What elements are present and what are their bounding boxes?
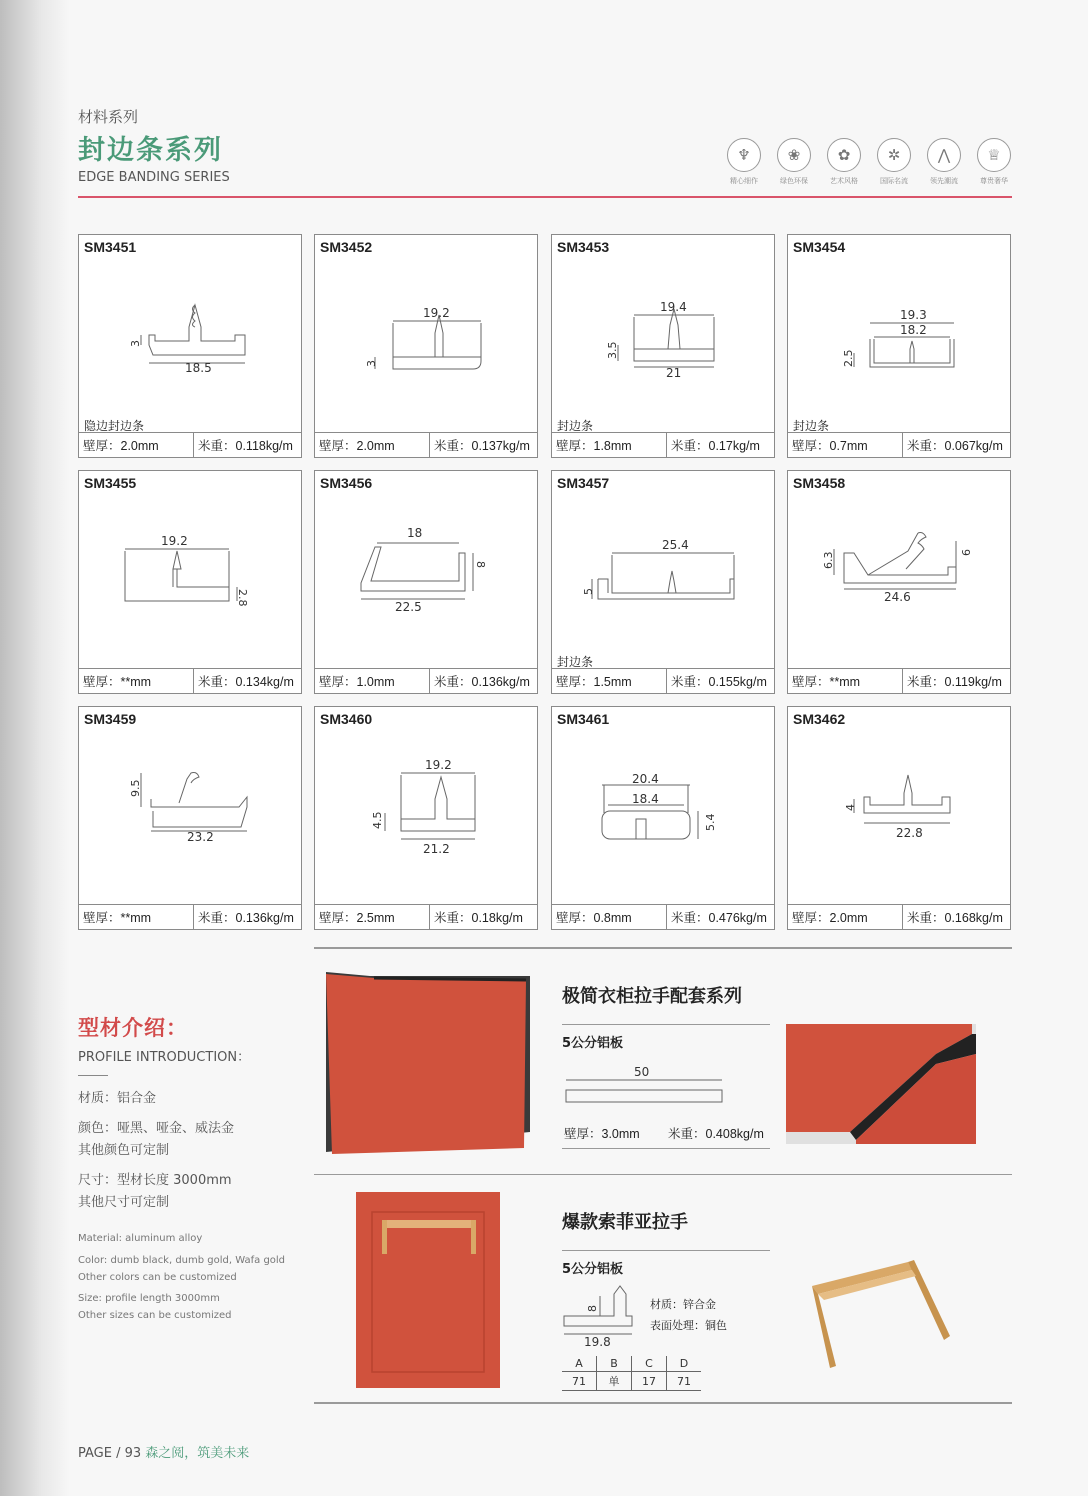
meter-weight: 米重：0.155kg/m [671,675,767,689]
table-cell: 71 [562,1372,597,1391]
profile-drawing [79,707,303,907]
meter-weight: 米重：0.134kg/m [198,675,294,689]
section-title-handle-set: 极简衣柜拉手配套系列 [562,986,742,1007]
meter-weight: 米重：0.18kg/m [434,911,523,925]
product-card [787,706,1011,930]
spec-row [315,668,537,693]
section-title-sofia-handle: 爆款索菲亚拉手 [562,1212,688,1233]
dim-label: 21 [666,366,682,380]
product-code: SM3455 [84,475,137,491]
dim-label: 9.5 [129,779,142,797]
page-title: 封边条系列 [78,135,223,166]
page-number: PAGE / 93 [78,1446,142,1461]
product-card [78,470,302,694]
meter-weight: 米重：0.476kg/m [671,911,767,925]
dim-label: 2.5 [842,349,855,367]
product-card [78,706,302,930]
product-tag: 封边条 [557,419,594,433]
product-code: SM3462 [793,711,846,727]
dim-label: 25.4 [662,538,689,552]
dim-label: 5 [582,588,595,595]
section-sub: 5公分铝板 [562,1262,624,1277]
dim-label: 5.4 [704,813,717,831]
product-code: SM3461 [557,711,610,727]
wall-thickness: 壁厚：0.8mm [552,905,667,929]
product-card [78,234,302,458]
dim-label: 21.2 [423,842,450,856]
dim-label: 24.6 [884,590,911,604]
dim-label: 23.2 [187,830,214,844]
profile-drawing [315,707,539,907]
category-label: 材料系列 [78,108,139,126]
sofia-size-table [562,1356,701,1391]
profile-drawing [79,471,303,671]
wall-thickness: 壁厚：2.0mm [788,905,903,929]
wall-thickness: 壁厚：**mm [79,669,194,693]
meter-weight: 米重：0.17kg/m [671,439,760,453]
product-code: SM3458 [793,475,846,491]
meter-weight: 米重：0.067kg/m [907,439,1003,453]
intro-en-size: Size: profile length 3000mm [78,1293,220,1304]
badge-intl: ✲ 国际名流 [874,138,914,186]
table-cell: 单 [597,1372,632,1391]
table-cell: 71 [667,1372,702,1391]
table-row [562,1356,701,1372]
product-card [551,706,775,930]
spec-row [788,904,1010,929]
product-card [314,470,538,694]
dim-label: 22.8 [896,826,923,840]
dim-label: 19.2 [423,306,450,320]
meter-weight: 米重：0.118kg/m [198,439,293,453]
spec-row [315,432,537,457]
section-rule [562,1148,770,1149]
feature-badges [724,138,1014,186]
section-divider [314,947,1012,949]
sofia-door-photo [356,1192,500,1388]
dim-label: 3 [129,340,142,347]
product-code: SM3460 [320,711,373,727]
dim-label: 3 [365,360,378,367]
hands-icon: ⋀ [927,138,961,172]
leaf-icon: ❀ [777,138,811,172]
dim-label: 18 [407,526,423,540]
sofia-handle-photo [804,1256,954,1376]
wall-thickness: 壁厚：2.0mm [315,433,430,457]
intro-subtitle: PROFILE INTRODUCTION： [78,1050,251,1065]
product-card [551,470,775,694]
spec-row [552,668,774,693]
badge-trend: ⋀ 领先潮流 [924,138,964,186]
product-code: SM3452 [320,239,373,255]
badge-art: ✿ 艺术风格 [824,138,864,186]
dim-label: 50 [634,1065,650,1079]
handle-closeup-photo [786,1024,976,1144]
profile-drawing [788,707,1012,907]
intro-en-color-note: Other colors can be customized [78,1272,237,1283]
dim-label: 9 [959,549,972,556]
intro-size: 尺寸：型材长度 3000mm [78,1173,232,1188]
wall-thickness: 壁厚：**mm [788,669,903,693]
intro-color: 颜色：哑黑、哑金、威法金 [78,1121,235,1136]
table-cell: 17 [632,1372,667,1391]
meter-weight: 米重：0.408kg/m [668,1127,764,1141]
dim-label: 18.2 [900,323,927,337]
wall-thickness: 壁厚：0.7mm [788,433,903,457]
section-divider [314,1402,1012,1404]
spec-row [552,904,774,929]
dim-label: 20.4 [632,772,659,786]
dim-label: 19.3 [900,308,927,322]
section-rule [562,1250,770,1251]
spec-row [79,904,301,929]
section-rule [562,1024,770,1025]
section-sub: 5公分铝板 [562,1036,624,1051]
page-binding-shadow [0,0,70,1496]
table-cell: C [632,1356,667,1372]
profile-drawing [315,235,539,435]
spec-row [79,668,301,693]
spec-row [552,432,774,457]
product-card [787,470,1011,694]
meter-weight: 米重：0.119kg/m [907,675,1002,689]
product-tag: 隐边封边条 [84,419,145,433]
table-cell: B [597,1356,632,1372]
profile-drawing [788,235,1012,435]
dim-label: 18.4 [632,792,659,806]
profile-drawing [552,235,776,435]
cabinet-door-photo [326,972,530,1154]
lotus-icon: ✿ [827,138,861,172]
sofia-material: 材质：锌合金 [650,1298,716,1311]
product-code: SM3456 [320,475,373,491]
wall-thickness: 壁厚：2.0mm [79,433,194,457]
wall-thickness: 壁厚：**mm [79,905,194,929]
meter-weight: 米重：0.136kg/m [434,675,530,689]
page-footer [78,1442,249,1461]
intro-en-material: Material: aluminum alloy [78,1233,203,1244]
spec-row [788,432,1010,457]
wall-thickness: 壁厚：3.0mm [564,1127,640,1141]
dim-label: 18.5 [185,361,212,375]
product-code: SM3453 [557,239,610,255]
table-cell: D [667,1356,702,1372]
product-card [551,234,775,458]
badge-luxury: ♕ 尊贵奢华 [974,138,1014,186]
intro-en-color: Color: dumb black, dumb gold, Wafa gold [78,1255,286,1266]
intro-color-note: 其他颜色可定制 [78,1143,170,1158]
meter-weight: 米重：0.136kg/m [198,911,294,925]
table-row [562,1372,701,1391]
wall-thickness: 壁厚：1.8mm [552,433,667,457]
dim-label: 22.5 [395,600,422,614]
dim-label: 19.2 [425,758,452,772]
meter-weight: 米重：0.168kg/m [907,911,1003,925]
dim-label: 8 [474,561,487,568]
dim-label: 19.4 [660,300,687,314]
intro-size-note: 其他尺寸可定制 [78,1195,170,1210]
dim-label: 4 [844,804,857,811]
crown-icon: ♕ [977,138,1011,172]
profile-drawing [315,471,539,671]
product-code: SM3454 [793,239,846,255]
wall-thickness: 壁厚：1.0mm [315,669,430,693]
section-divider [314,1174,1012,1175]
sofia-surface: 表面处理：铜色 [650,1319,727,1332]
wall-thickness: 壁厚：2.5mm [315,905,430,929]
product-card [787,234,1011,458]
spec-row [788,668,1010,693]
spec-row [79,432,301,457]
page-subtitle: EDGE BANDING SERIES [78,170,230,185]
product-card [314,234,538,458]
product-code: SM3457 [557,475,610,491]
dim-label: 19.2 [161,534,188,548]
product-code: SM3459 [84,711,137,727]
product-code: SM3451 [84,239,137,255]
plate-drawing [560,1062,730,1108]
dim-label: 19.8 [584,1335,611,1349]
dim-label: 3.5 [606,341,619,359]
intro-title: 型材介绍： [78,1016,188,1040]
dim-label: 4.5 [371,811,384,829]
product-tag: 封边条 [793,419,830,433]
globe-icon: ✲ [877,138,911,172]
trophy-icon: ♆ [727,138,761,172]
table-cell: A [562,1356,597,1372]
profile-drawing [552,707,776,907]
dim-label: 6.3 [822,551,835,569]
intro-material: 材质：铝合金 [78,1091,157,1106]
profile-drawing [552,471,776,671]
intro-dash [78,1075,108,1076]
spec-row [315,904,537,929]
badge-eco: ❀ 绿色环保 [774,138,814,186]
wall-thickness: 壁厚：1.5mm [552,669,667,693]
product-tag: 封边条 [557,655,594,669]
slogan: 森之阅，筑美未来 [145,1446,250,1461]
product-card [314,706,538,930]
header-divider [78,196,1012,198]
profile-drawing [79,235,303,435]
dim-label: 8 [586,1305,599,1312]
sofia-profile-drawing [556,1284,640,1350]
badge-craft: ♆ 精心细作 [724,138,764,186]
dim-label: 2.8 [236,589,249,607]
intro-en-size-note: Other sizes can be customized [78,1310,232,1321]
meter-weight: 米重：0.137kg/m [434,439,530,453]
profile-drawing [788,471,1012,671]
